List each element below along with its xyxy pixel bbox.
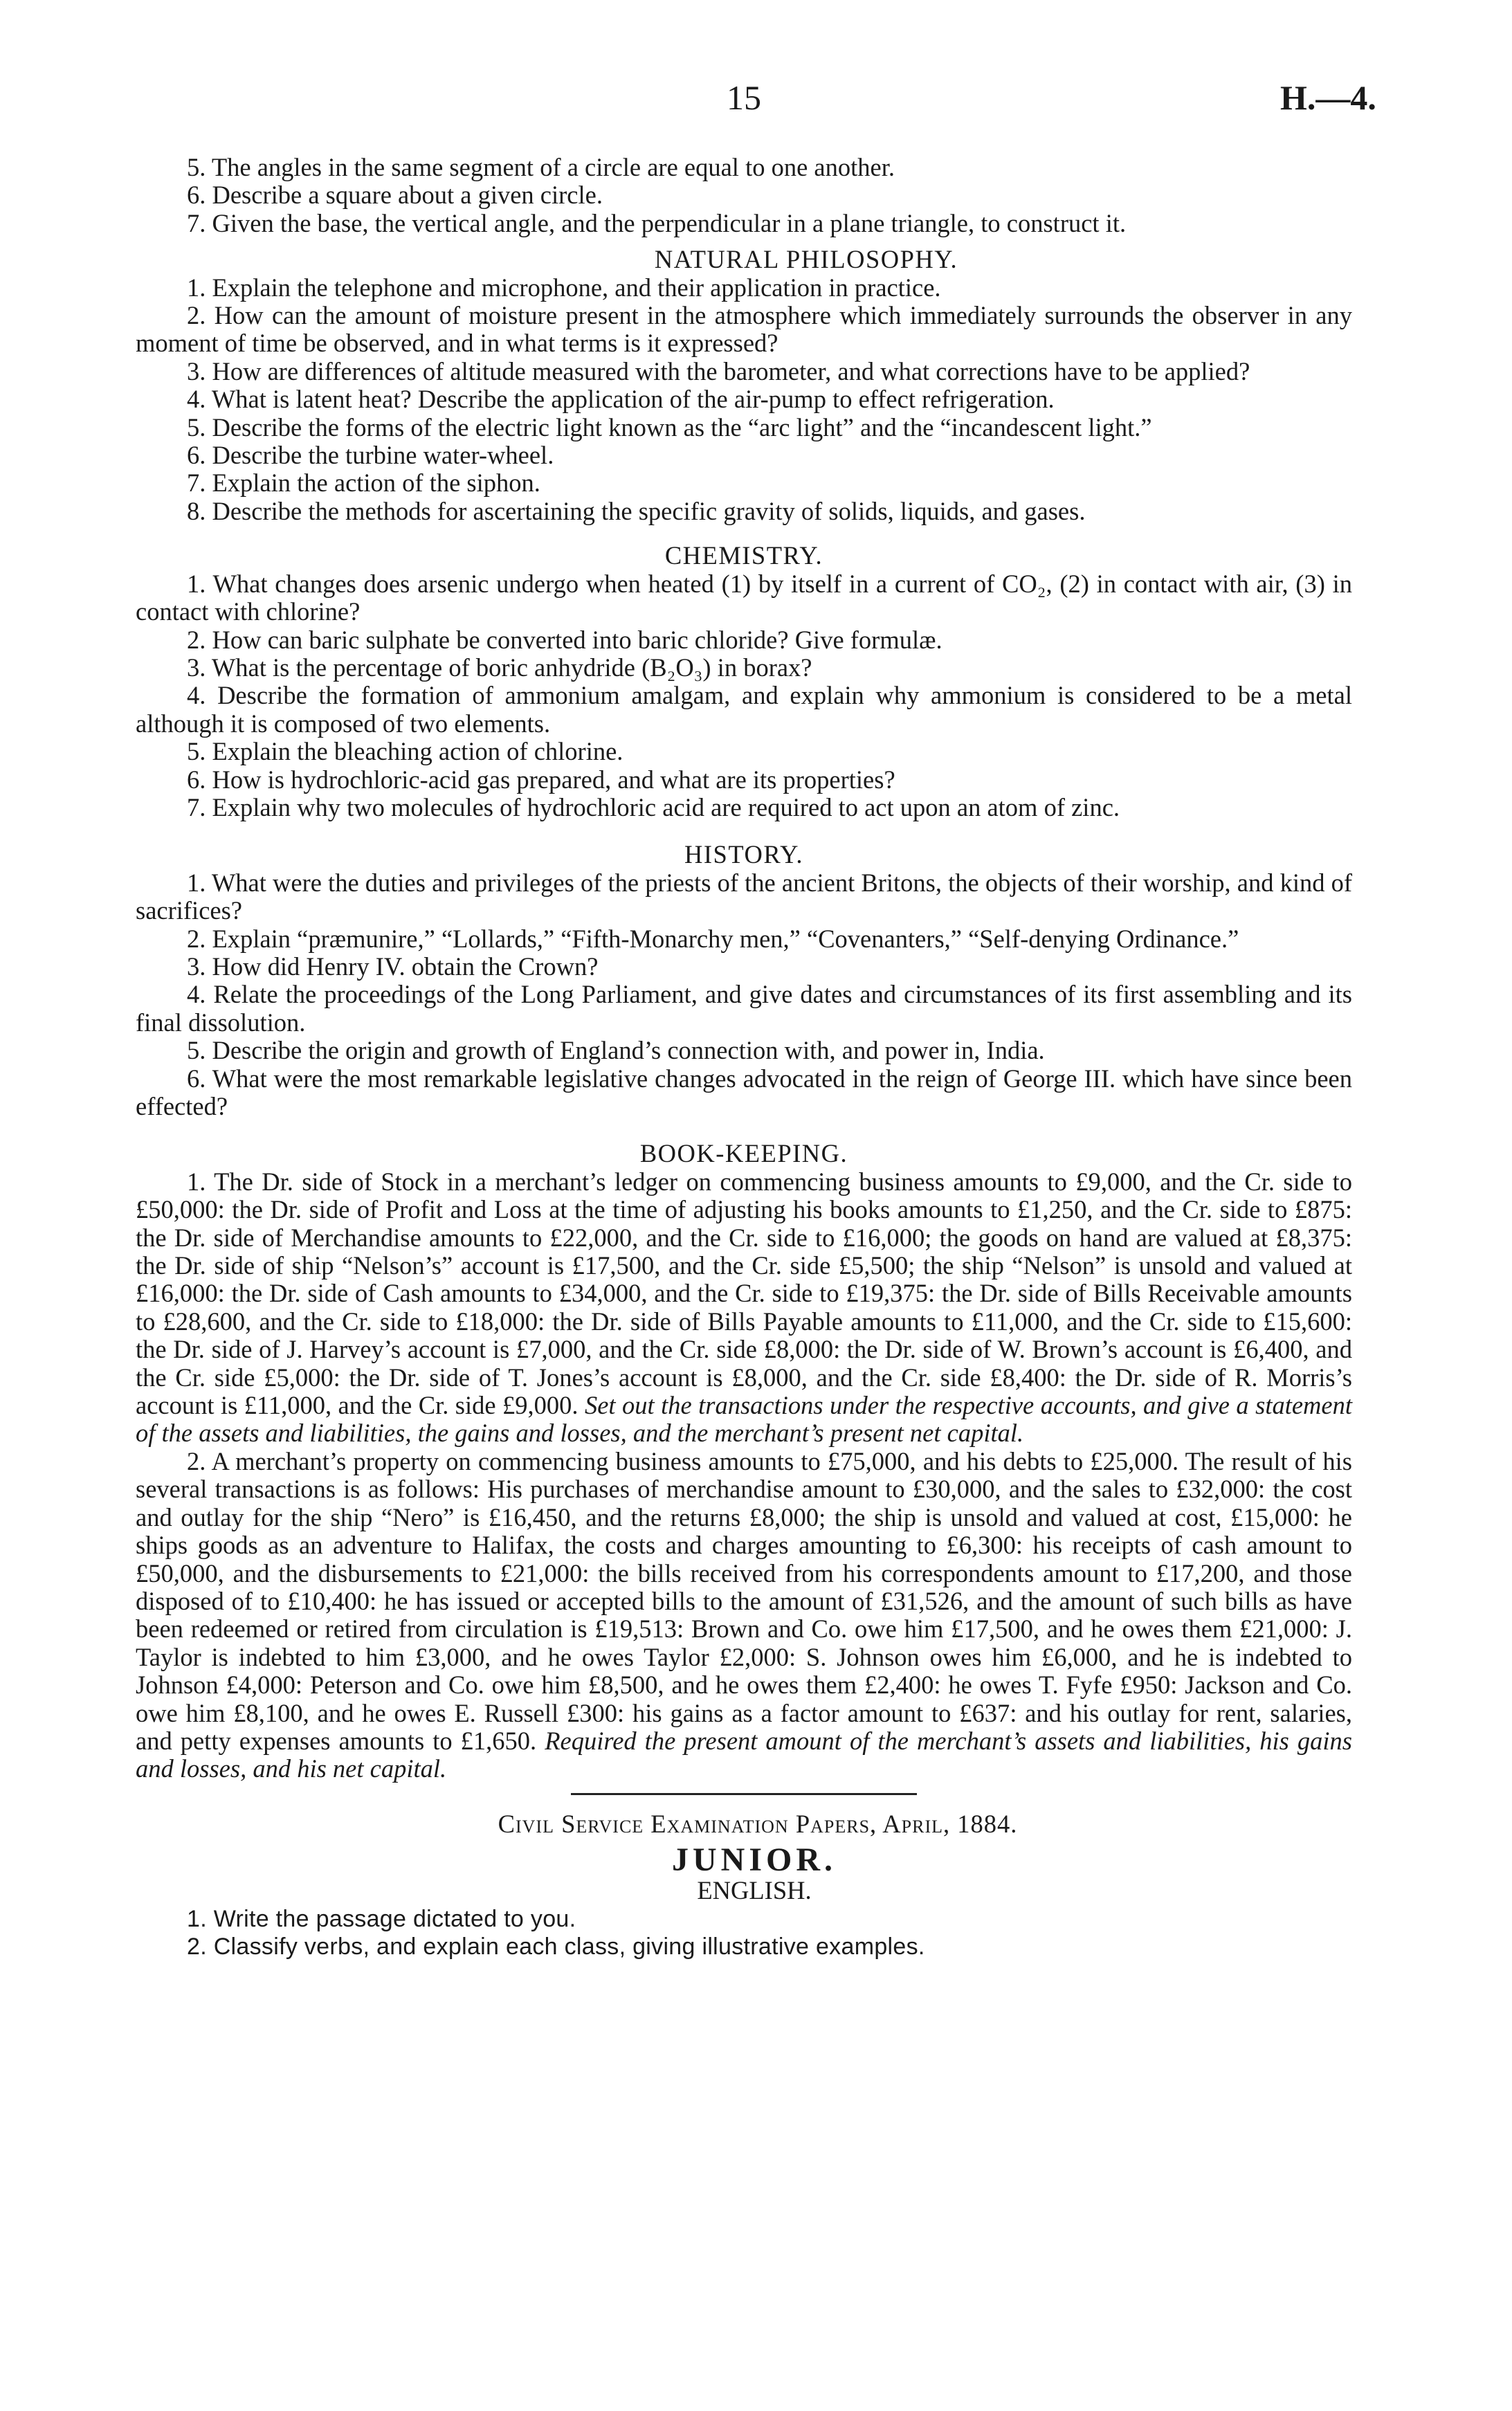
chemistry-question-5: 5. Explain the bleaching action of chlorine. — [187, 737, 623, 766]
geometry-question-7: 7. Given the base, the vertical angle, and the perpendicular in a plane triangle, to construct it. — [187, 208, 1127, 237]
page-content — [136, 154, 1352, 1960]
chemistry-question-6: 6. How is hydrochloric-acid gas prepared, and what are its properties? — [187, 765, 895, 794]
history-heading: HISTORY. — [684, 840, 803, 869]
natural-philosophy-question-4: 4. What is latent heat? Describe the application of the air-pump to effect refrigeration. — [187, 385, 1055, 414]
chemistry-question-2: 2. How can baric sulphate be converted into baric chloride? Give formulæ. — [187, 625, 942, 654]
natural-philosophy-question-1: 1. Explain the telephone and microphone, and their application in practice. — [187, 273, 941, 302]
book-keeping-heading: BOOK-KEEPING. — [639, 1139, 848, 1168]
chemistry-question-7: 7. Explain why two molecules of hydrochloric acid are required to act upon an atom of zinc. — [187, 792, 1120, 821]
geometry-question-5: 5. The angles in the same segment of a circle are equal to one another. — [187, 153, 895, 181]
natural-philosophy-question-6: 6. Describe the turbine water-wheel. — [187, 441, 554, 470]
natural-philosophy-question-3: 3. How are differences of altitude measured with the barometer, and what corrections have to be applied? — [187, 356, 1250, 385]
natural-philosophy-question-5: 5. Describe the forms of the electric light known as the “arc light” and the “incandescent light.” — [187, 412, 1152, 442]
natural-philosophy-question-8: 8. Describe the methods for ascertaining the specific gravity of solids, liquids, and gases. — [187, 496, 1086, 525]
natural-philosophy-question-2: 2. How can the amount of moisture present in the atmosphere which immediately surrounds the observer in any moment of time be observed, and in what terms is it expressed? — [136, 301, 1352, 358]
history-question-5: 5. Describe the origin and growth of England’s connection with, and power in, India. — [187, 1036, 1045, 1065]
junior-heading: JUNIOR. — [671, 1841, 837, 1879]
english-question-2: 2. Classify verbs, and explain each class, giving illustrative examples. — [187, 1933, 925, 1960]
natural-philosophy-question-7: 7. Explain the action of the siphon. — [187, 468, 540, 498]
book-keeping-question-2-instruction: Required the present amount of the merchant’s assets and liabilities, his gains and losses, and his net capital. — [136, 1726, 1352, 1783]
english-heading: ENGLISH. — [697, 1876, 812, 1905]
book-keeping-question-1-instruction: Set out the transactions under the respective accounts, and give a statement of the assets and liabilities, the gains and losses, and the merchant’s present net capital. — [136, 1391, 1353, 1448]
document-reference: H.—4. — [1280, 78, 1376, 117]
history-question-1: 1. What were the duties and privileges of the priests of the ancient Britons, the objects of their worship, and kind of sacrifices? — [136, 868, 1352, 925]
book-keeping-question-2-body: 2. A merchant’s property on commencing business amounts to £75,000, and his debts to £25,000. The result of his several transactions is as follows: His purchases of merchandise amount to £30,000, and the sales to £32,000: the cost and outlay for the ship “Nero” is £16,450, and the returns £8,000; the ship is unsold and valued at cost, £15,000: he ships goods as an adventure to Halifax, the costs and charges amounting to £6,300: his receipts of cash amount to £50,000, and the disbursements to £21,000: the bills received from his correspondents amount to £17,200, and those disposed of to £10,400: he has issued or accepted bills to the amount of £31,526, and the amount of such bills as have been redeemed or retired from circulation is £19,513: Brown and Co. owe him £17,500, and he owes them £21,000: J. Taylor is indebted to him £3,000, and he owes Taylor £2,000: S. Johnson owes him £6,000, and he is indebted to Johnson £4,000: Peterson and Co. owe him £8,500, and he owes them £2,400: he owes T. Fyfe £950: Jackson and Co. owe him £8,100, and he owes E. Russell £300: his gains as a factor amount to £637: and his outlay for rent, salaries, and petty expenses amounts to £1,650. — [136, 1446, 1352, 1755]
english-question-1: 1. Write the passage dictated to you. — [187, 1905, 576, 1932]
page-number: 15 — [727, 78, 761, 117]
civil-service-heading: Civil Service Examination Papers, April, 1884. — [498, 1809, 1018, 1838]
book-keeping-question-1 — [136, 1168, 1352, 1448]
chemistry-question-1: 1. What changes does arsenic undergo when heated (1) by itself in a current of CO₂, (2) in contact with air, (3) in contact with chlorine? — [136, 569, 1352, 626]
history-question-3: 3. How did Henry IV. obtain the Crown? — [187, 952, 599, 981]
natural-philosophy-heading: NATURAL PHILOSOPHY. — [654, 245, 958, 274]
chemistry-question-4: 4. Describe the formation of ammonium amalgam, and explain why ammonium is considered to be a metal although it is composed of two elements. — [136, 681, 1352, 738]
page-header — [0, 78, 1512, 133]
book-keeping-question-2 — [136, 1448, 1352, 1783]
history-question-4: 4. Relate the proceedings of the Long Parliament, and give dates and circumstances of its first assembling and its final dissolution. — [136, 980, 1352, 1037]
geometry-question-6: 6. Describe a square about a given circle. — [187, 181, 603, 210]
chemistry-heading: CHEMISTRY. — [664, 541, 823, 570]
history-question-2: 2. Explain “præmunire,” “Lollards,” “Fifth-Monarchy men,” “Covenanters,” “Self-denying Ordinance.” — [187, 924, 1239, 953]
history-question-6: 6. What were the most remarkable legislative changes advocated in the reign of George III. which have since been effected? — [136, 1064, 1352, 1120]
chemistry-question-3: 3. What is the percentage of boric anhydride (B₂O₃) in borax? — [187, 653, 812, 682]
book-keeping-question-1-body: 1. The Dr. side of Stock in a merchant’s ledger on commencing business amounts to £9,000, and the Cr. side to £50,000: the Dr. side of Profit and Loss at the time of adjusting his books amounts to £1,250, and the Cr. side to £875: the Dr. side of Merchandise amounts to £22,000, and the Cr. side to £16,000; the goods on hand are valued at £8,375: the Dr. side of ship “Nelson’s” account is £17,500, and the Cr. side £5,500; the ship “Nelson” is unsold and valued at £16,000: the Dr. side of Cash amounts to £34,000, and the Cr. side to £19,375: the Dr. side of Bills Receivable amounts to £28,600, and the Cr. side to £18,000: the Dr. side of Bills Payable amounts to £11,000, and the Cr. side to £15,600: the Dr. side of J. Harvey’s account is £7,000, and the Cr. side £8,000: the Dr. side of W. Brown’s account is £6,400, and the Cr. side £5,000: the Dr. side of T. Jones’s account is £8,000, and the Cr. side £8,400: the Dr. side of R. Morris’s account is £11,000, and the Cr. side £9,000. — [136, 1167, 1352, 1420]
section-divider — [571, 1793, 917, 1795]
